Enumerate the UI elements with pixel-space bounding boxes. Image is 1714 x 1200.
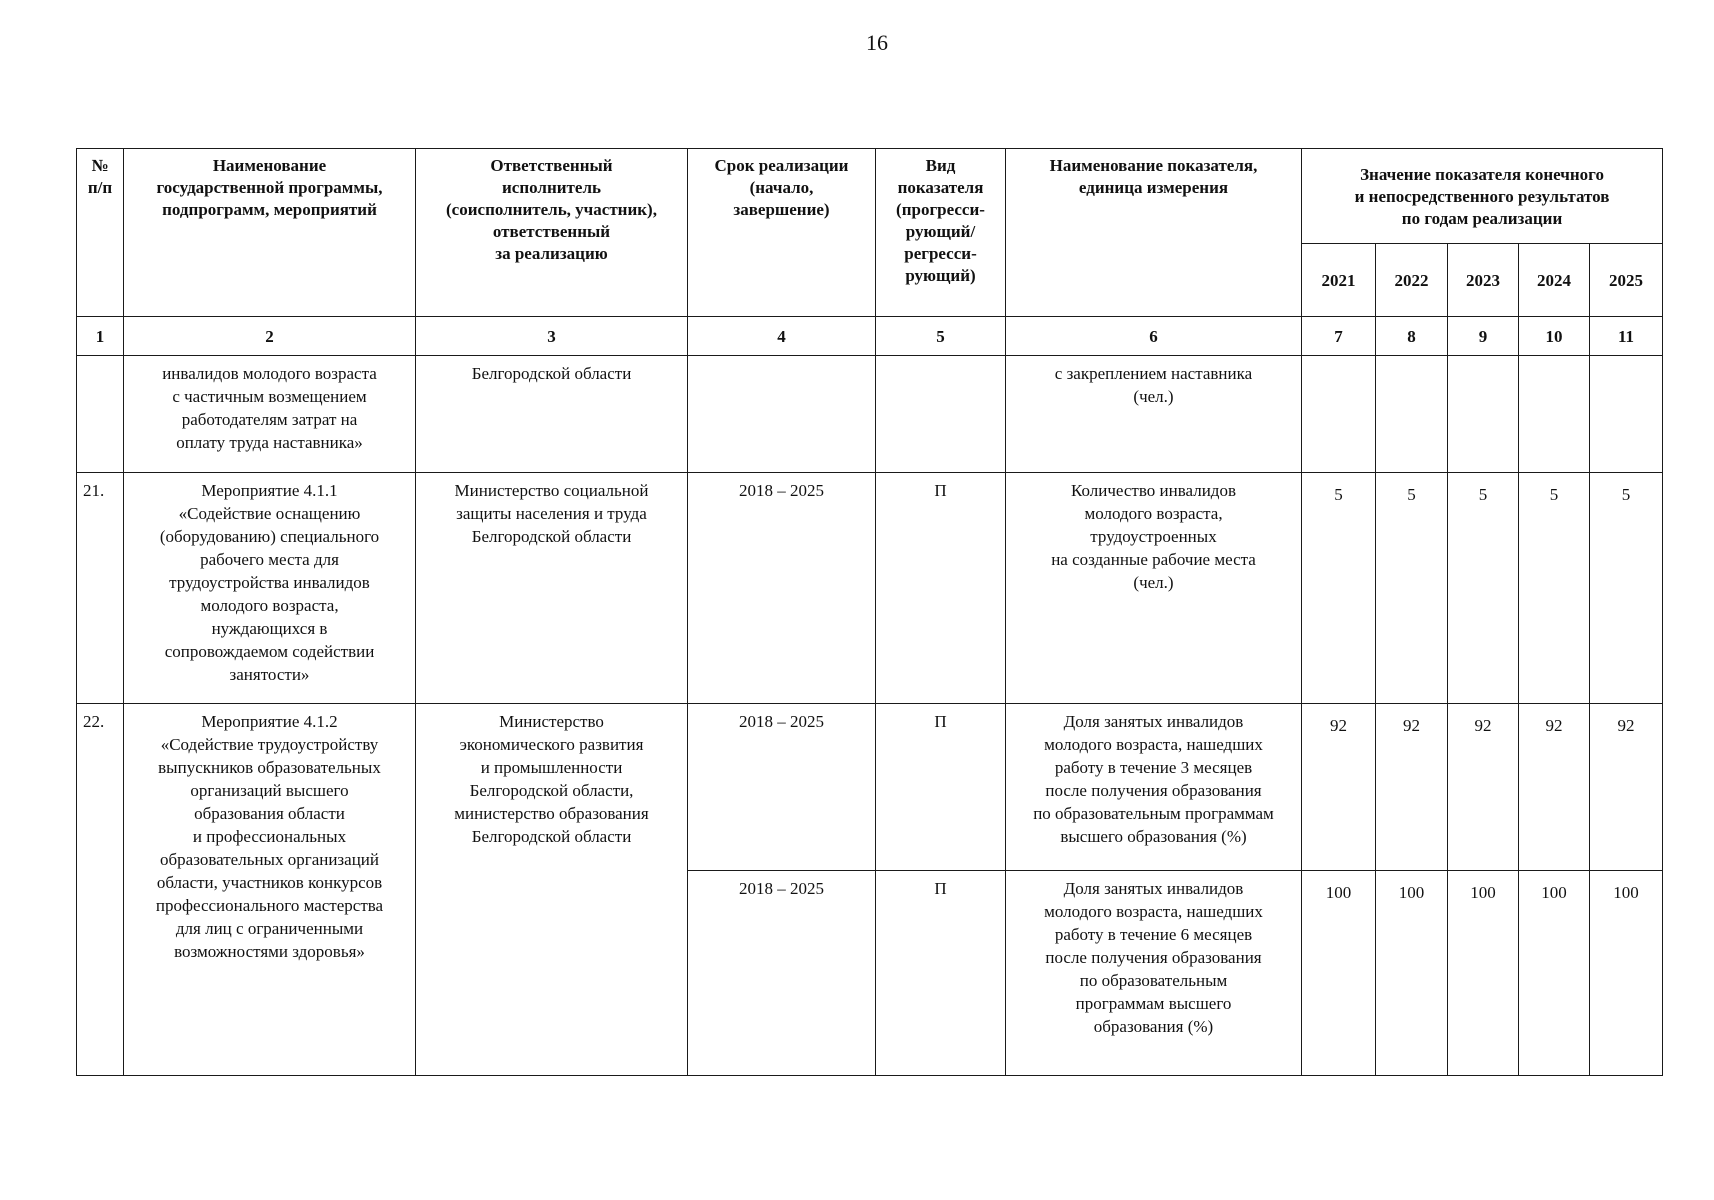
header-year: 2025 [1590,244,1663,317]
value-cell: 92 [1376,704,1448,871]
column-number: 10 [1519,317,1590,356]
header-year: 2022 [1376,244,1448,317]
value-cell: 5 [1376,473,1448,704]
value-cell: 100 [1519,871,1590,1076]
column-number: 5 [876,317,1006,356]
row-number: 21. [77,473,124,704]
type-cell: П [876,704,1006,871]
header-indicator: Наименование показателя, единица измерения [1006,149,1302,317]
column-number-row [77,317,1663,356]
column-number: 2 [124,317,416,356]
header-year: 2023 [1448,244,1519,317]
value-cell: 92 [1448,704,1519,871]
value-cell: 5 [1519,473,1590,704]
header-year: 2021 [1302,244,1376,317]
column-number: 6 [1006,317,1302,356]
value-cell: 100 [1302,871,1376,1076]
header-values-group: Значение показателя конечного и непосредственного результатов по годам реализации [1302,149,1663,244]
value-cell: 100 [1590,871,1663,1076]
executor-cell: Министерство экономического развития и промышленности Белгородской области, министерство образования Белгородской области [416,704,688,1076]
indicator-cell: Доля занятых инвалидов молодого возраста, нашедших работу в течение 6 месяцев после получения образования по образовательным программам высшего образования (%) [1006,871,1302,1076]
column-number: 8 [1376,317,1448,356]
executor-cell: Министерство социальной защиты населения и труда Белгородской области [416,473,688,704]
table-row [77,473,1663,704]
value-cell: 100 [1376,871,1448,1076]
period-cell: 2018 – 2025 [688,871,876,1076]
period-cell: 2018 – 2025 [688,473,876,704]
header-program: Наименование государственной программы, подпрограмм, мероприятий [124,149,416,317]
header-executor: Ответственный исполнитель (соисполнитель, участник), ответственный за реализацию [416,149,688,317]
program-table [76,148,1663,1076]
column-number: 9 [1448,317,1519,356]
header-num: № п/п [77,149,124,317]
column-number: 4 [688,317,876,356]
type-cell [876,356,1006,473]
type-cell: П [876,871,1006,1076]
program-name-cell: Мероприятие 4.1.2 «Содействие трудоустройству выпускников образовательных организаций высшего образования области и профессиональных образовательных организаций области, участников конкурсов профессионального мастерства для лиц с ограниченными возможностями здоровья» [124,704,416,1076]
value-cell: 5 [1448,473,1519,704]
table-row [77,356,1663,473]
type-cell: П [876,473,1006,704]
program-name-cell: инвалидов молодого возраста с частичным возмещением работодателям затрат на оплату труда наставника» [124,356,416,473]
value-cell: 92 [1302,704,1376,871]
indicator-cell: Доля занятых инвалидов молодого возраста, нашедших работу в течение 3 месяцев после получения образования по образовательным программам высшего образования (%) [1006,704,1302,871]
table-row [77,704,1663,871]
indicator-cell: с закреплением наставника (чел.) [1006,356,1302,473]
column-number: 11 [1590,317,1663,356]
indicator-cell: Количество инвалидов молодого возраста, трудоустроенных на созданные рабочие места (чел.) [1006,473,1302,704]
value-cell [1448,356,1519,473]
period-cell [688,356,876,473]
value-cell: 5 [1590,473,1663,704]
value-cell [1519,356,1590,473]
row-number [77,356,124,473]
value-cell: 100 [1448,871,1519,1076]
column-number: 3 [416,317,688,356]
value-cell [1376,356,1448,473]
value-cell [1302,356,1376,473]
header-type: Вид показателя (прогресси- рующий/ регресси- рующий) [876,149,1006,317]
value-cell: 5 [1302,473,1376,704]
value-cell: 92 [1519,704,1590,871]
value-cell [1590,356,1663,473]
period-cell: 2018 – 2025 [688,704,876,871]
executor-cell: Белгородской области [416,356,688,473]
header-year: 2024 [1519,244,1590,317]
row-number: 22. [77,704,124,1076]
program-name-cell: Мероприятие 4.1.1 «Содействие оснащению (оборудованию) специального рабочего места для трудоустройства инвалидов молодого возраста, нуждающихся в сопровождаемом содействии занятости» [124,473,416,704]
page-number: 16 [866,30,888,55]
column-number: 1 [77,317,124,356]
header-row [77,149,1663,244]
header-period: Срок реализации (начало, завершение) [688,149,876,317]
column-number: 7 [1302,317,1376,356]
value-cell: 92 [1590,704,1663,871]
